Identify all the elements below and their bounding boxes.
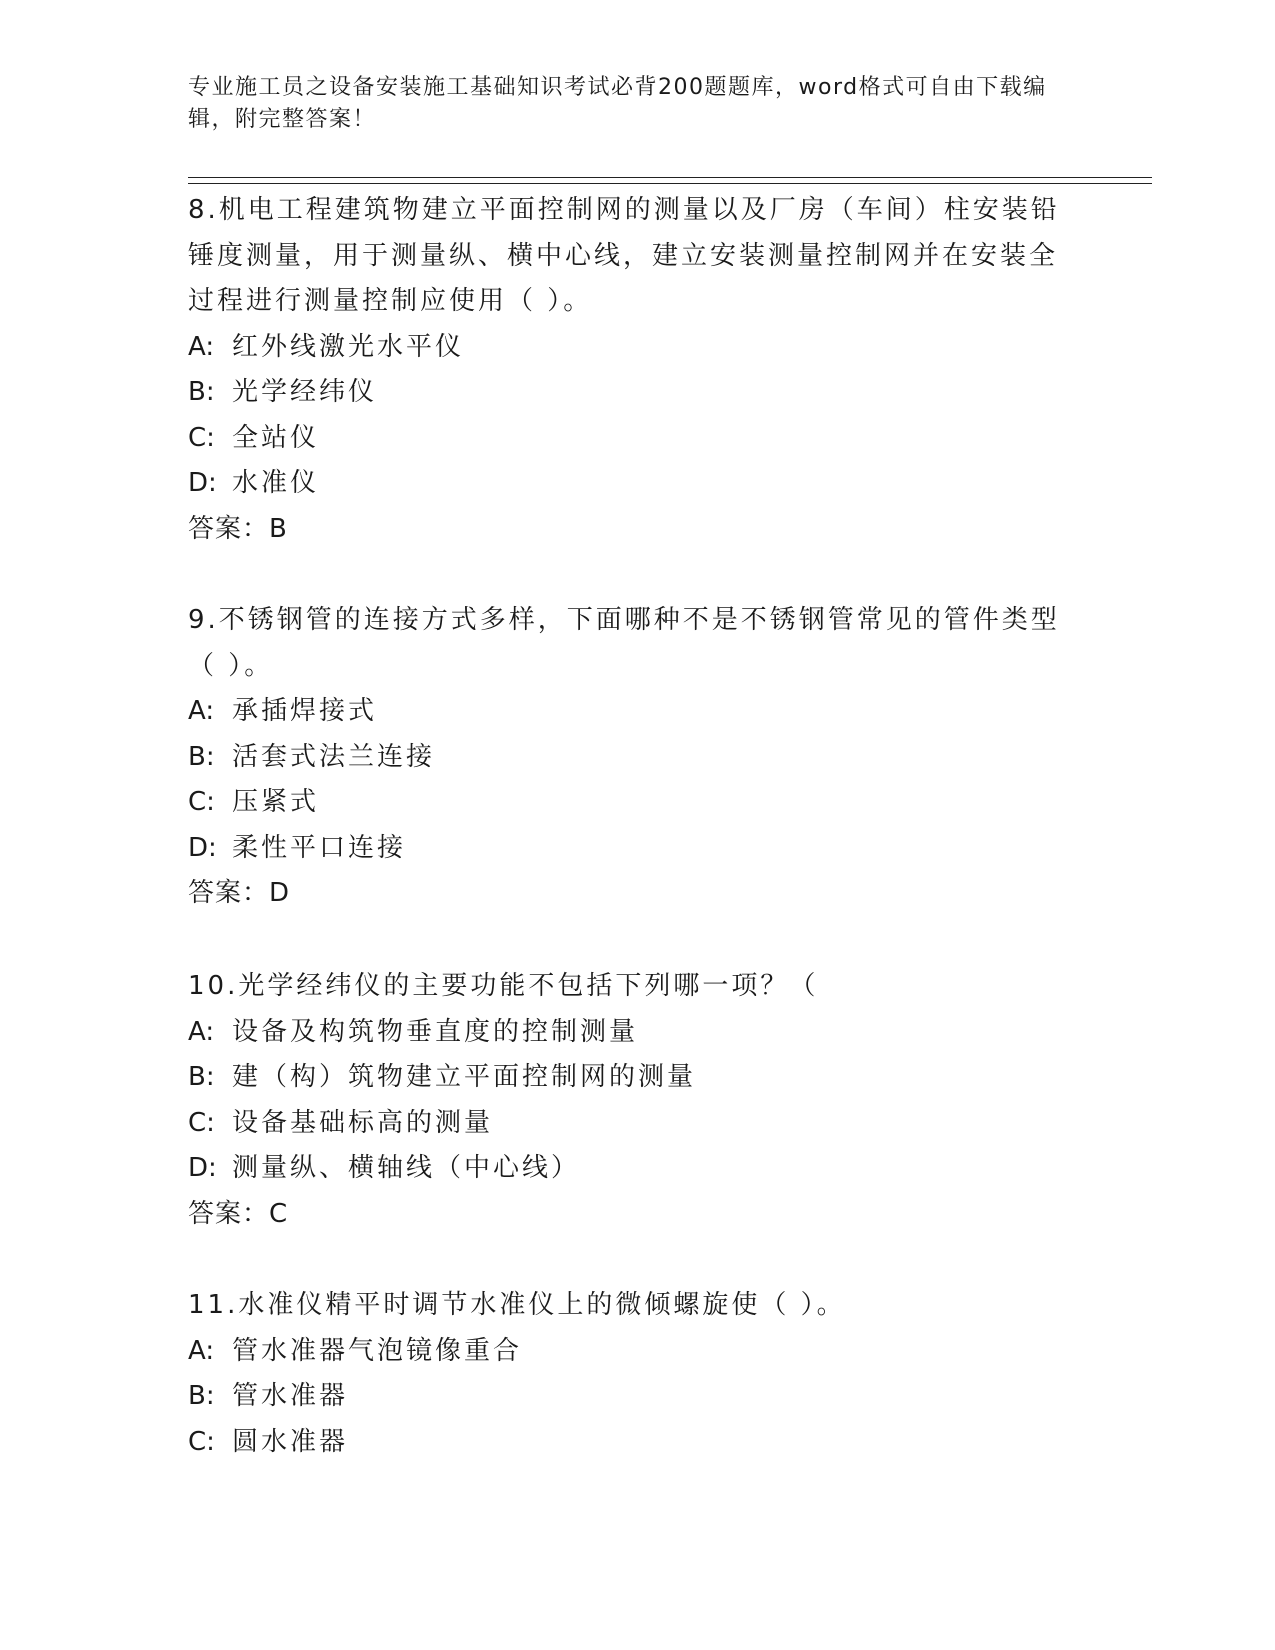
question-9: [188, 598, 1068, 917]
option-text: 承插焊接式: [232, 696, 378, 726]
option-text: 压紧式: [232, 787, 320, 817]
option-d: [188, 826, 1068, 872]
answer-line: 答案：D: [188, 878, 291, 908]
option-letter: B:: [188, 1062, 215, 1092]
option-text: 测量纵、横轴线（中心线）: [232, 1153, 581, 1183]
option-letter: D:: [188, 832, 217, 863]
option-c: [188, 780, 1068, 826]
question-stem: 11.水准仪精平时调节水准仪上的微倾螺旋使（ ）。: [188, 1290, 846, 1320]
option-letter: C:: [188, 1426, 215, 1457]
question-8: [188, 188, 1068, 552]
option-a: [188, 1010, 1068, 1056]
option-a: [188, 1329, 1068, 1375]
question-stem: 8.机电工程建筑物建立平面控制网的测量以及厂房（车间）柱安装铅锤度测量，用于测量纵、横中心线，建立安装测量控制网并在安装全过程进行测量控制应使用（ ）。: [188, 195, 1060, 316]
option-text: 圆水准器: [232, 1426, 349, 1457]
question-stem: 9.不锈钢管的连接方式多样，下面哪种不是不锈钢管常见的管件类型（ ）。: [188, 605, 1060, 681]
option-c: [188, 1101, 1068, 1147]
option-letter: C:: [188, 787, 215, 817]
option-text: 红外线激光水平仪: [232, 331, 465, 362]
option-d: [188, 1146, 1068, 1192]
option-a: [188, 325, 1068, 371]
option-letter: A:: [188, 331, 215, 362]
option-a: [188, 689, 1068, 735]
question-11: [188, 1283, 1068, 1465]
header-divider-top: [188, 177, 1152, 178]
option-b: [188, 370, 1068, 416]
option-text: 管水准器: [232, 1381, 349, 1411]
option-letter: C:: [188, 422, 215, 453]
option-text: 水准仪: [232, 468, 320, 498]
option-b: [188, 735, 1068, 781]
option-text: 全站仪: [232, 422, 320, 453]
option-letter: A:: [188, 696, 215, 726]
option-letter: D:: [188, 1153, 217, 1183]
option-c: [188, 416, 1068, 462]
option-text: 柔性平口连接: [232, 832, 407, 863]
option-text: 设备基础标高的测量: [232, 1107, 494, 1138]
option-letter: B:: [188, 741, 215, 772]
option-letter: A:: [188, 1335, 215, 1366]
option-letter: B:: [188, 377, 215, 407]
option-letter: C:: [188, 1107, 215, 1138]
option-b: [188, 1055, 1068, 1101]
option-text: 活套式法兰连接: [232, 741, 436, 772]
question-10: [188, 964, 1068, 1237]
header-divider-bottom: [188, 183, 1152, 184]
question-stem: 10.光学经纬仪的主要功能不包括下列哪一项？（: [188, 971, 819, 1001]
option-letter: A:: [188, 1016, 215, 1047]
document-intro: 专业施工员之设备安装施工基础知识考试必背200题题库，word格式可自由下载编辑，附完整答案！: [188, 75, 1047, 132]
option-text: 管水准器气泡镜像重合: [232, 1335, 523, 1366]
option-c: [188, 1420, 1068, 1466]
answer-line: 答案：C: [188, 1198, 289, 1229]
option-d: [188, 461, 1068, 507]
option-text: 建（构）筑物建立平面控制网的测量: [232, 1062, 697, 1092]
option-text: 光学经纬仪: [232, 377, 378, 407]
option-b: [188, 1374, 1068, 1420]
answer-line: 答案：B: [188, 513, 288, 544]
option-letter: B:: [188, 1381, 215, 1411]
option-text: 设备及构筑物垂直度的控制测量: [232, 1016, 639, 1047]
option-letter: D:: [188, 468, 217, 498]
